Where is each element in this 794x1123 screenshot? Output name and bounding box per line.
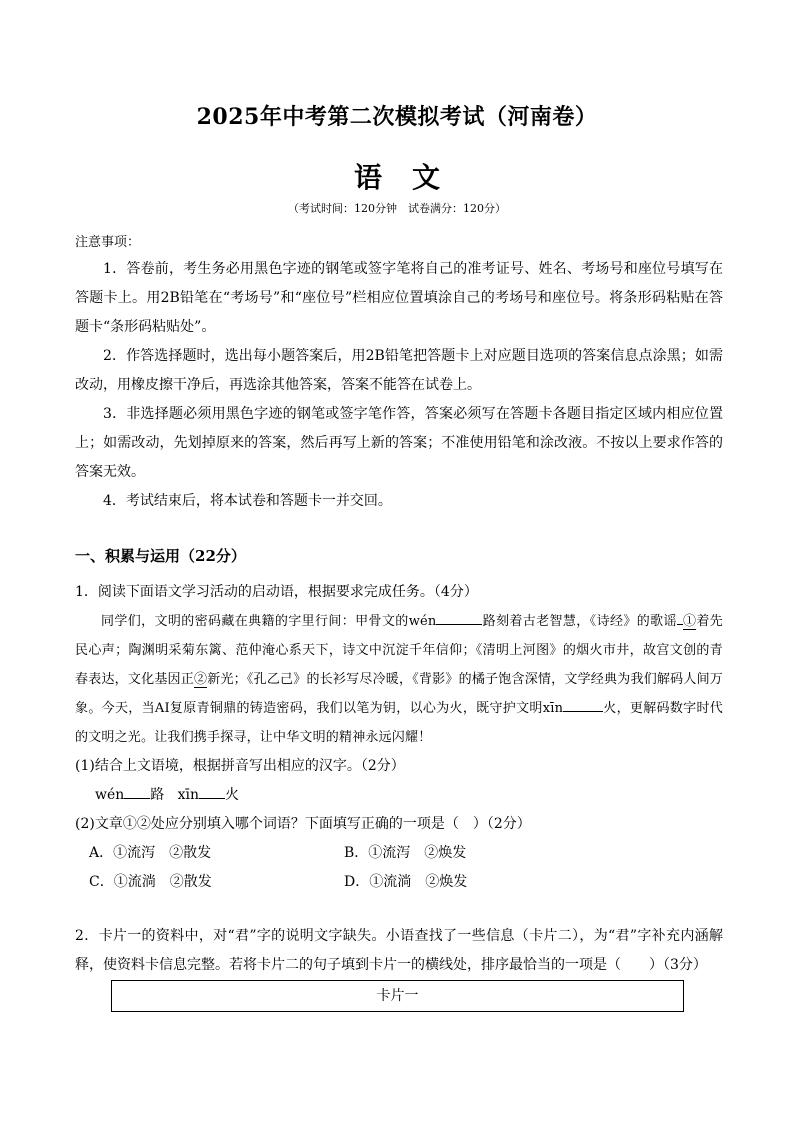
- card-one-box: [111, 980, 684, 1012]
- question-stem: 2．卡片一的资料中，对“君”字的说明文字缺失。小语查找了一些信息（卡片二），为“君”字补充内涵解释，使资料卡信息完整。若将卡片二的句子填到卡片一的横线处，排序最恰当的一项是（ ）（3分）: [75, 928, 723, 973]
- subject-title: 语文: [353, 161, 470, 194]
- notice-item: 3．非选择题必须用黑色字迹的钢笔或签字笔作答，答案必须写在答题卡各题目指定区域内相应位置上；如需改动，先划掉原来的答案，然后再写上新的答案；不准使用铅笔和涂改液。不按以上要求作答的答案无效。: [75, 406, 723, 480]
- options-row: [75, 868, 723, 897]
- notice-item: 4．考试结束后，将本试卷和答题卡一并交回。: [103, 493, 392, 509]
- answer-blank: [563, 697, 603, 712]
- answer-blank: [199, 784, 225, 799]
- option-a: A．①流泻 ②散发: [89, 845, 212, 861]
- passage-text: 火，更解码数字时代的文明之光。让我们携手探寻，让中华文明的精神永远闪耀！: [75, 701, 723, 745]
- passage-text: 着先民心声；陶渊明采菊东篱、范仲淹心系天下，诗文中沉淀千年信仰；《清明上河图》的烟火市井，故宫文创的青春表达，文化基因正: [75, 614, 723, 687]
- section-heading: 一、积累与运用（22分）: [75, 547, 246, 565]
- option-c: C．①流淌 ②散发: [89, 874, 212, 890]
- options-row: [75, 839, 723, 868]
- pinyin-xin: xīn: [177, 787, 200, 803]
- blank-marker-2: ②: [193, 672, 208, 687]
- blank-marker-1: ①: [682, 614, 697, 629]
- pinyin-wen: wén: [95, 787, 125, 803]
- question-stem: 1．阅读下面语文学习活动的启动语，根据要求完成任务。（4分）: [75, 584, 478, 600]
- option-d: D．①流淌 ②焕发: [344, 874, 468, 890]
- pinyin-line: [75, 781, 723, 810]
- answer-blank: [677, 610, 683, 625]
- notice-list: [75, 255, 723, 516]
- passage-text: 同学们，文明的密码藏在典籍的字里行间：甲骨文的wén: [101, 614, 437, 629]
- sub-question-2: (2)文章①②处应分别填入哪个词语？下面填写正确的一项是（ ）（2分）: [75, 816, 531, 832]
- option-b: B．①流泻 ②焕发: [344, 845, 467, 861]
- answer-blank: [436, 610, 482, 625]
- question-2: [75, 922, 723, 980]
- question-1: [75, 578, 723, 897]
- passage-text: 路刻着古老智慧，《诗经》的歌谣: [482, 614, 677, 629]
- exam-info: （考试时间：120分钟 试卷满分：120分）: [288, 202, 506, 215]
- passage-text: 新光；《孔乙己》的长衫写尽冷暖，《背影》的橘子饱含深情，文学经典为我们解码人间万象。今天，当AI复原青铜鼎的铸造密码，我们以笔为钥，以心为火，既守护文明xīn: [75, 672, 723, 716]
- pinyin-word: 火: [225, 787, 240, 803]
- notice-item: 1．答卷前，考生务必用黑色字迹的钢笔或签字笔将自己的准考证号、姓名、考场号和座位号填写在答题卡上。用2B铅笔在“考场号”和“座位号”栏相应位置填涂自己的考场号和座位号。将条形码粘贴在答题卡“条形码粘贴处”。: [75, 261, 723, 335]
- card-title: 卡片一: [376, 988, 419, 1004]
- notice-item: 2．作答选择题时，选出每小题答案后，用2B铅笔把答题卡上对应题目选项的答案信息点涂黑；如需改动，用橡皮擦干净后，再选涂其他答案，答案不能答在试卷上。: [75, 348, 723, 393]
- exam-title: 2025年中考第二次模拟考试（河南卷）: [196, 104, 598, 130]
- pinyin-word: 路: [150, 787, 165, 803]
- answer-blank: [124, 784, 150, 799]
- sub-question-1: (1)结合上文语境，根据拼音写出相应的汉字。（2分）: [75, 758, 405, 774]
- reading-passage: [75, 607, 723, 752]
- notice-heading: 注意事项：: [75, 235, 141, 250]
